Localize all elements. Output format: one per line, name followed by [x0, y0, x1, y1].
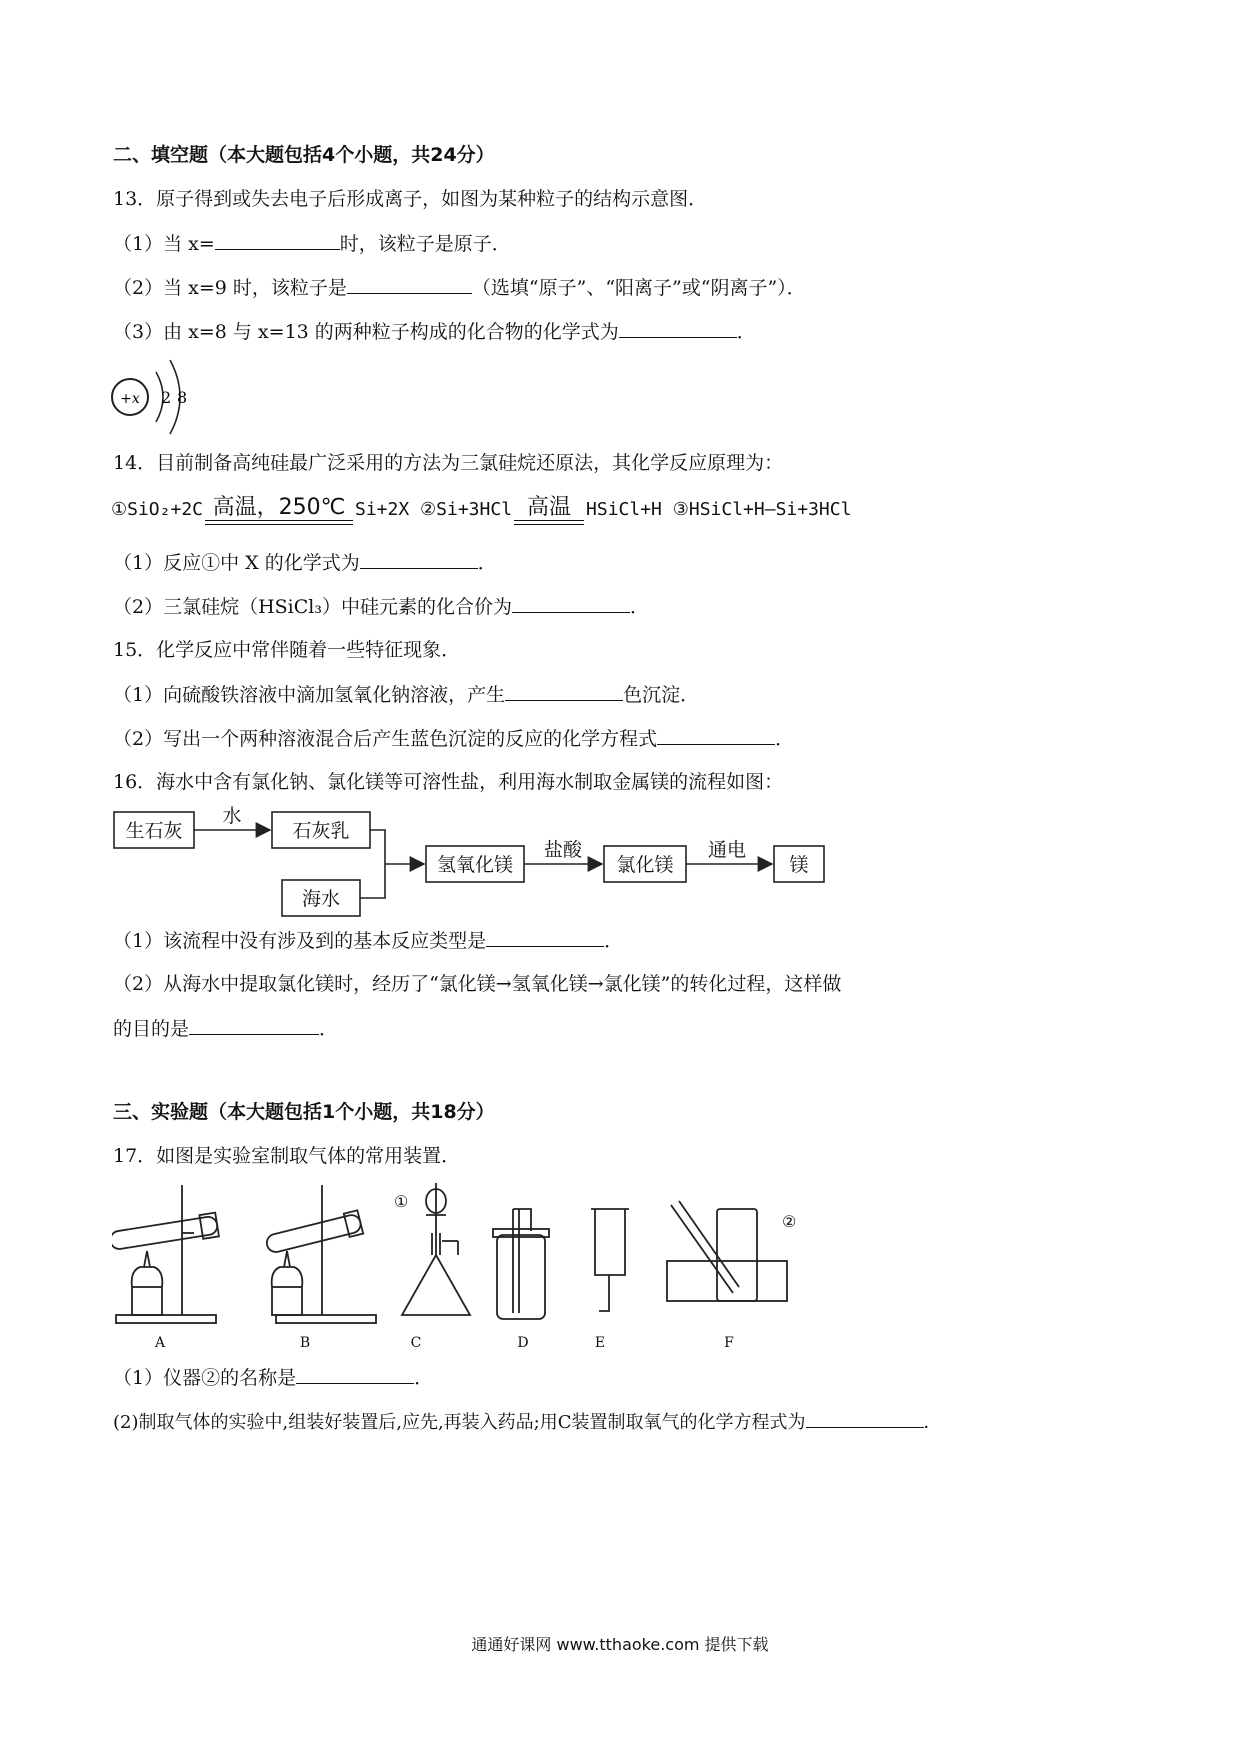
reaction-arrow-1: 高温，250℃ — [205, 496, 353, 525]
answer-blank[interactable] — [806, 1409, 924, 1428]
question-16-stem: 16．海水中含有氯化钠、氯化镁等可溶性盐，利用海水制取金属镁的流程如图： — [113, 771, 784, 793]
section-heading: 三、实验题（本大题包括1个小题，共18分） — [113, 1101, 495, 1123]
apparatus-label-f: F — [724, 1335, 734, 1351]
answer-blank[interactable] — [189, 1016, 319, 1035]
answer-blank[interactable] — [505, 682, 623, 701]
lab-apparatus-figure — [112, 1175, 912, 1355]
apparatus-d — [493, 1209, 549, 1319]
nucleus-charge: +x — [120, 391, 140, 407]
question-17-stem: 17．如图是实验室制取气体的常用装置． — [113, 1145, 461, 1167]
shell-1-electrons: 2 — [161, 388, 172, 407]
q16-part2: （2）从海水中提取氯化镁时，经历了“氯化镁→氢氧化镁→氯化镁”的转化过程，这样做 — [113, 973, 842, 995]
q13-part2: （2）当 x=9 时，该粒子是 （选填“原子”、“阳离子”或“阴离子”）． — [113, 277, 806, 299]
flow-arrow-electrolysis-label: 通电 — [707, 839, 747, 861]
apparatus-b — [264, 1185, 376, 1323]
q17-part2: (2)制取气体的实验中,组装好装置后,应先,再装入药品;用C装置制取氧气的化学方程式为 ． — [113, 1409, 942, 1435]
apparatus-f — [667, 1201, 787, 1301]
apparatus-a — [112, 1185, 219, 1323]
apparatus-c — [402, 1183, 470, 1315]
shell-2-electrons: 8 — [177, 388, 188, 407]
apparatus-label-b: B — [299, 1335, 311, 1351]
flow-box-mg-hydroxide-label: 氢氧化镁 — [436, 854, 514, 876]
answer-blank[interactable] — [657, 726, 775, 745]
answer-blank[interactable] — [512, 594, 630, 613]
q15-part2: （2）写出一个两种溶液混合后产生蓝色沉淀的反应的化学方程式 ． — [113, 728, 795, 750]
answer-blank[interactable] — [347, 275, 472, 294]
question-15-stem: 15．化学反应中常伴随着一些特征现象． — [113, 639, 461, 661]
answer-blank[interactable] — [619, 319, 737, 338]
apparatus-mark-1: ① — [394, 1192, 409, 1211]
flow-arrow-water-label: 水 — [222, 805, 242, 827]
apparatus-e — [591, 1209, 629, 1311]
apparatus-label-e: E — [594, 1335, 606, 1351]
flow-arrow-hcl-label: 盐酸 — [543, 839, 583, 861]
q14-part2: （2）三氯硅烷（HSiCl₃）中硅元素的化合价为 ． — [113, 596, 649, 618]
flow-box-seawater-label: 海水 — [301, 888, 341, 910]
q16-part2-cont: 的目的是 ． — [113, 1018, 339, 1040]
q17-part1: （1）仪器②的名称是 ． — [113, 1367, 434, 1389]
answer-blank[interactable] — [296, 1365, 414, 1384]
q14-equations: ①SiO₂+2C 高温，250℃ Si+2X ②Si+3HCl 高温 HSiCl+H ③HSiCl+H—Si+3HCl — [111, 490, 851, 530]
apparatus-label-a: A — [154, 1335, 166, 1351]
apparatus-label-c: C — [410, 1335, 422, 1351]
reaction-arrow-2: 高温 — [514, 496, 584, 525]
q13-part3: （3）由 x=8 与 x=13 的两种粒子构成的化合物的化学式为 ． — [113, 321, 756, 343]
apparatus-mark-2: ② — [782, 1212, 797, 1231]
page-footer: 通通好课网 www.tthaoke.com 提供下载 — [471, 1635, 769, 1654]
section-heading: 二、填空题（本大题包括4个小题，共24分） — [113, 144, 495, 166]
flow-box-limemilk-label: 石灰乳 — [292, 820, 350, 842]
q13-part1: （1）当 x= 时，该粒子是原子． — [113, 233, 511, 255]
q14-part1: （1）反应①中 X 的化学式为 ． — [113, 552, 497, 574]
question-14-stem: 14．目前制备高纯硅最广泛采用的方法为三氯硅烷还原法，其化学反应原理为： — [113, 452, 784, 474]
flow-box-magnesium-label: 镁 — [789, 854, 809, 876]
question-13-stem: 13．原子得到或失去电子后形成离子，如图为某种粒子的结构示意图． — [113, 188, 708, 210]
flow-box-quicklime-label: 生石灰 — [125, 820, 183, 842]
apparatus-label-d: D — [517, 1335, 529, 1351]
answer-blank[interactable] — [215, 231, 340, 250]
flow-box-mg-chloride-label: 氯化镁 — [616, 854, 674, 876]
magnesium-flow-diagram — [112, 800, 842, 918]
answer-blank[interactable] — [360, 550, 478, 569]
q15-part1: （1）向硫酸铁溶液中滴加氢氧化钠溶液，产生 色沉淀． — [113, 684, 700, 706]
q16-part1: （1）该流程中没有涉及到的基本反应类型是 ． — [113, 930, 624, 952]
atom-structure-diagram — [108, 352, 208, 442]
answer-blank[interactable] — [486, 928, 604, 947]
